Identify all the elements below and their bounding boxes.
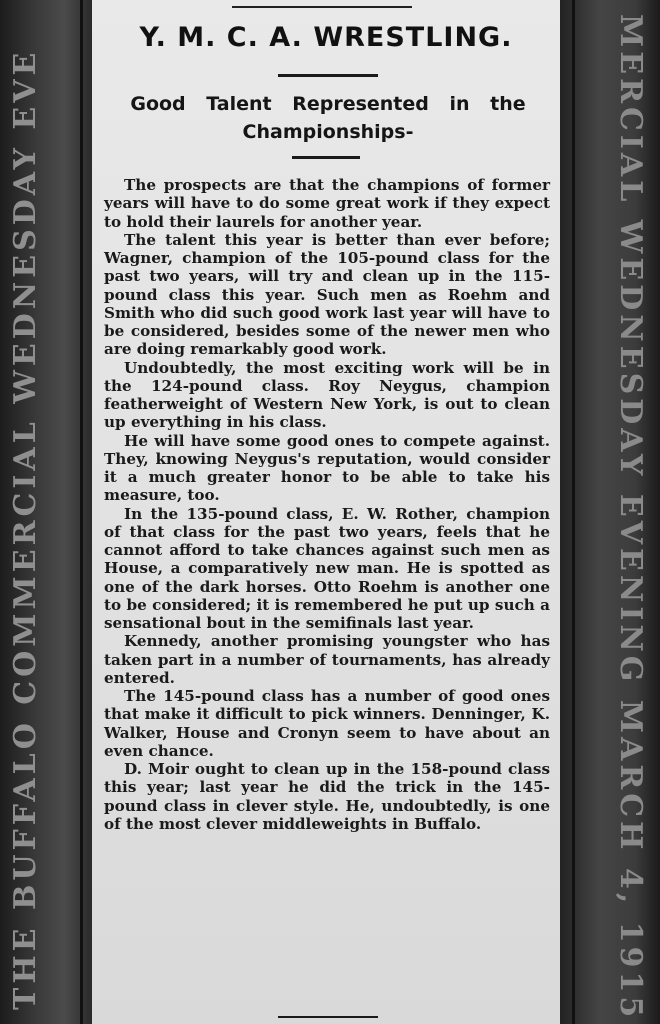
right-column-rule xyxy=(572,0,575,1024)
paragraph: In the 135-pound class, E. W. Rother, champion of that class for the past two years, feels that he cannot afford to take chances against such men as House, a comparatively new man. He is spotted as one of the dark horses. Otto Roehm is another one to be considered; it is remembered he put up such a sensational bout in the semifinals last year. xyxy=(104,504,550,632)
paragraph: Kennedy, another promising youngster who has taken part in a number of tournaments, has already entered. xyxy=(104,632,550,687)
top-divider xyxy=(232,6,412,8)
subhead-divider xyxy=(292,156,360,159)
left-column-rule xyxy=(80,0,83,1024)
article-column xyxy=(92,0,560,1024)
paragraph: D. Moir ought to clean up in the 158-pound class this year; last year he did the trick in the 145-pound class in clever style. He, undoubtedly, is one of the most clever middleweights in Buffalo. xyxy=(104,760,550,833)
paragraph: Undoubtedly, the most exciting work will be in the 124-pound class. Roy Neygus, champion featherweight of Western New York, is out to clean up everything in his class. xyxy=(104,358,550,432)
paragraph: The 145-pound class has a number of good ones that make it difficult to pick winners. Denninger, K. Walker, House and Cronyn seem to have about an even chance. xyxy=(104,687,550,760)
paragraph: He will have some good ones to compete against. They, knowing Neygus's reputation, would consider it a much greater honor to be able to take his measure, too. xyxy=(104,431,550,505)
left-masthead-vertical: THE BUFFALO COMMERCIAL WEDNESDAY EVE xyxy=(8,48,43,1010)
article-headline: Y. M. C. A. WRESTLING. xyxy=(139,22,513,53)
headline-divider xyxy=(278,74,378,77)
right-masthead-vertical: MERCIAL WEDNESDAY EVENING MARCH 4, 1915 xyxy=(613,14,648,1022)
end-divider xyxy=(278,1016,378,1018)
article-body xyxy=(104,176,550,833)
paragraph: The prospects are that the champions of former years will have to do some great work if they expect to hold their laurels for another year. xyxy=(104,176,550,231)
paragraph: The talent this year is better than ever before; Wagner, champion of the 105-pound class for the past two years, will try and clean up in the 115-pound class this year. Such men as Roehm and Smith who did such good work last year will have to be considered, besides some of the newer men who are doing remarkably good work. xyxy=(104,230,550,359)
article-subhead: Good Talent Represented in the Championships- xyxy=(130,93,526,143)
